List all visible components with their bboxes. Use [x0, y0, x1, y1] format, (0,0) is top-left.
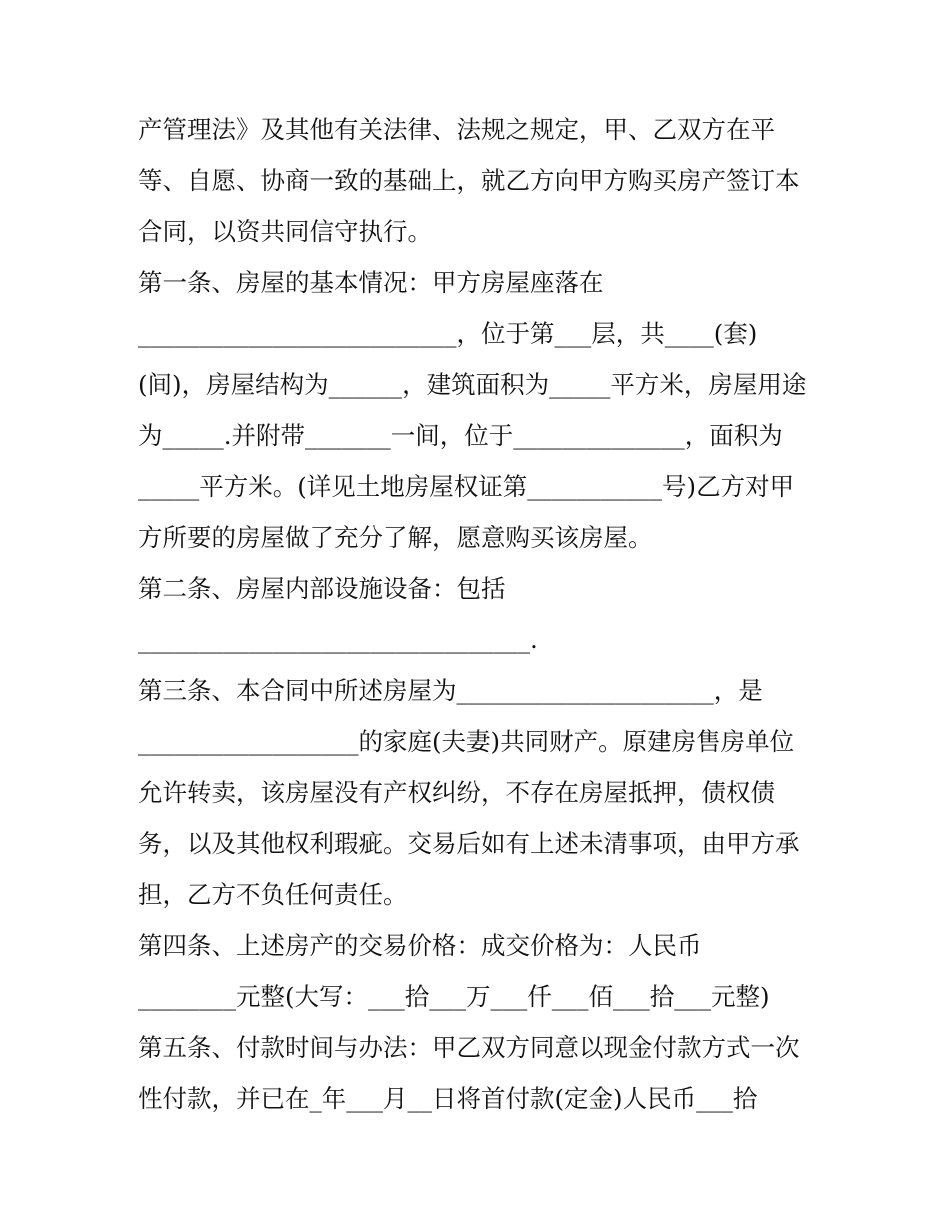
text-line: ________________________________.	[138, 625, 538, 654]
article-5-heading: 第五条、付款时间与办法：甲乙双方同意以现金付款方式一次	[138, 1033, 800, 1062]
text-line: 等、自愿、协商一致的基础上，就乙方向甲方购买房产签订本	[138, 166, 800, 195]
text-line: (间)，房屋结构为______，建筑面积为_____平方米，房屋用途	[138, 370, 807, 399]
text-line: 务，以及其他权利瑕疵。交易后如有上述未清事项，由甲方承	[138, 829, 800, 858]
article-4-heading: 第四条、上述房产的交易价格：成交价格为：人民币	[138, 931, 702, 960]
text-line: 方所要的房屋做了充分了解，愿意购买该房屋。	[138, 523, 653, 552]
article-3-heading: 第三条、本合同中所述房屋为_____________________，是	[138, 676, 763, 705]
text-line: 允许转卖，该房屋没有产权纠纷，不存在房屋抵押，债权债	[138, 778, 775, 807]
text-line: 性付款，并已在_年___月__日将首付款(定金)人民币___拾	[138, 1084, 758, 1113]
contract-body	[138, 104, 828, 1124]
text-line: ________元整(大写：___拾___万___仟___佰___拾___元整)	[138, 982, 770, 1011]
text-line: __________________的家庭(夫妻)共同财产。原建房售房单位	[138, 727, 795, 756]
text-line: 担，乙方不负任何责任。	[138, 880, 408, 909]
text-line: __________________________，位于第___层，共____(套)	[138, 319, 758, 348]
article-1-heading: 第一条、房屋的基本情况：甲方房屋座落在	[138, 268, 604, 297]
text-line: 为_____.并附带_______一间，位于______________，面积为	[138, 421, 783, 450]
text-line: _____平方米。(详见土地房屋权证第___________号)乙方对甲	[138, 472, 795, 501]
article-2-heading: 第二条、房屋内部设施设备：包括	[138, 574, 506, 603]
text-line: 合同，以资共同信守执行。	[138, 217, 432, 246]
text-line: 产管理法》及其他有关法律、法规之规定，甲、乙双方在平	[138, 115, 775, 144]
